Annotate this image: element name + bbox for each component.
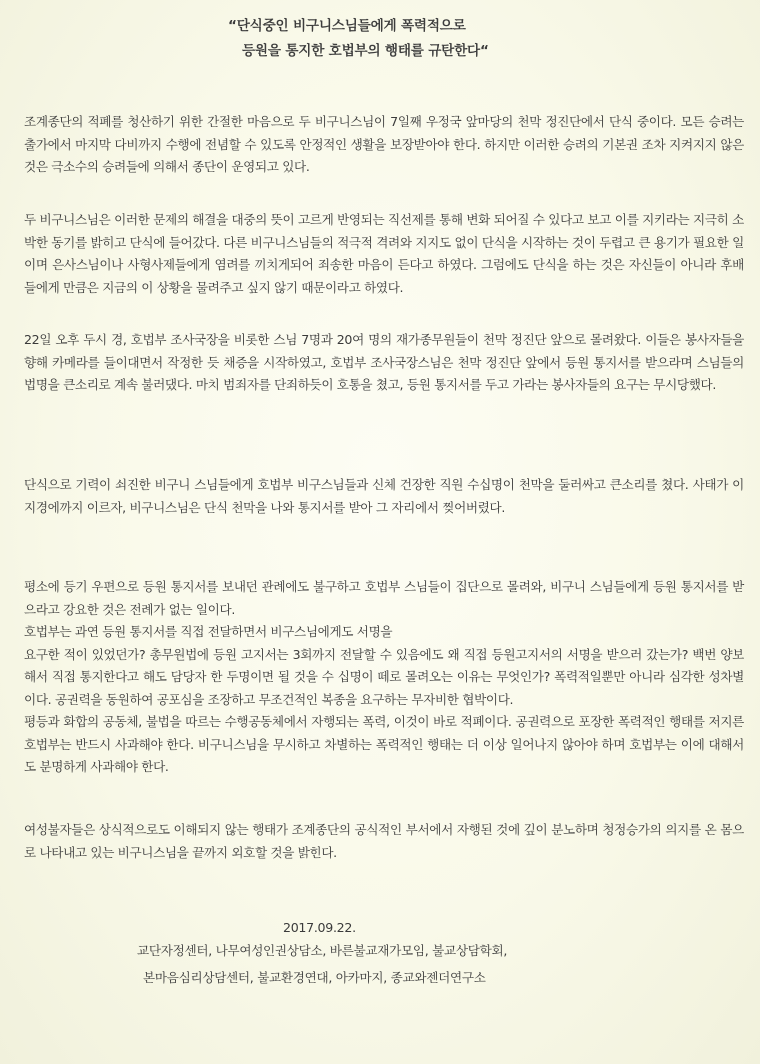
statement-date: 2017.09.22. <box>283 920 356 935</box>
paragraph-text: 두 비구니스님은 이러한 문제의 해결을 대중의 뜻이 고르게 반영되는 직선제를 통해 변화 되어질 수 있다고 보고 이를 지키라는 지극히 소박한 동기를 밝히고 단식에 들어갔다. 다른 비구니스님들의 적극적 격려와 지지도 없이 단식을 시작하는 것이 두렵고 큰 용기가 필요한 일이며 은사스님이나 사형사제들에게 염려를 끼치게되어 죄송한 마음이 든다고 하였다. 그럼에도 단식을 하는 것은 자신들이 아니라 후배들에게 만큼은 지금의 이 상황을 물려주고 싶지 않기 때문이라고 하였다. <box>24 212 744 295</box>
paragraph-1 <box>24 111 744 179</box>
statement-title <box>228 14 528 64</box>
paragraph-text: 평소에 등기 우편으로 등원 통지서를 보내던 관례에도 불구하고 호법부 스님들이 집단으로 몰려와, 비구니 스님들에게 등원 통지서를 받으라고 강요한 것은 전례가 없는 일이다. <box>24 579 744 617</box>
paragraph-text: 단식으로 기력이 쇠진한 비구니 스님들에게 호법부 비구스님들과 신체 건장한 직원 수십명이 천막을 둘러싸고 큰소리를 쳤다. 사태가 이 지경에까지 이르자, 비구니스님은 단식 천막을 나와 통지서를 받아 그 자리에서 찢어버렸다. <box>24 477 744 515</box>
paragraph-5 <box>24 576 744 779</box>
paragraph-text: 요구한 적이 있었던가? 총무원법에 등원 고지서는 3회까지 전달할 수 있음에도 왜 직접 등원고지서의 서명을 받으러 갔는가? 백번 양보해서 직접 통지한다고 해도 담당자 한 두명이면 될 것을 수 십명이 떼로 몰려오는 이유는 무엇인가? 폭력적일뿐만 아니라 심각한 성차별이다. 공권력을 동원하여 공포심을 조장하고 무조건적인 복종을 요구하는 무자비한 협박이다. <box>24 646 744 707</box>
paragraph-4 <box>24 474 744 519</box>
paragraph-text: 평등과 화합의 공동체, 불법을 따르는 수행공동체에서 자행되는 폭력, 이것이 바로 적폐이다. 공권력으로 포장한 폭력적인 행태를 저지른 호법부는 반드시 사과해야 한다. 비구니스님을 무시하고 차별하는 폭력적인 행태는 더 이상 일어나지 않아야 하며 호법부는 이에 대해서도 분명하게 사과해야 한다. <box>24 714 744 774</box>
paragraph-3 <box>24 329 744 397</box>
paragraph-text: 22일 오후 두시 경, 호법부 조사국장을 비롯한 스님 7명과 20여 명의 재가종무원들이 천막 정진단 앞으로 몰려왔다. 이들은 봉사자들을 향해 카메라를 들이대면서 작정한 듯 채증을 시작하였고, 호법부 조사국장스님은 천막 정진단 앞에서 등원 통지서를 받으라며 스님들의 법명을 큰소리로 계속 불러댔다. 마치 범죄자를 단죄하듯이 호통을 쳤고, 등원 통지서를 두고 가라는 봉사자들의 요구는 무시당했다. <box>24 332 744 392</box>
title-line-2: 등원을 통지한 호법부의 행태를 규탄한다“ <box>242 43 489 59</box>
paragraph-text: 조계종단의 적폐를 청산하기 위한 간절한 마음으로 두 비구니스님이 7일째 우정국 앞마당의 천막 정진단에서 단식 중이다. 모든 승려는 출가에서 마지막 다비까지 수행에 전념할 수 있도록 안정적인 생활을 보장받아야 한다. 하지만 이러한 승려의 기본권 조차 지켜지지 않은 것은 극소수의 승려들에 의해서 종단이 운영되고 있다. <box>24 114 744 174</box>
paragraph-text: 여성불자들은 상식적으로도 이해되지 않는 행태가 조계종단의 공식적인 부서에서 자행된 것에 깊이 분노하며 청정승가의 의지를 온 몸으로 나타내고 있는 비구니스님을 끝까지 외호할 것을 밝힌다. <box>24 822 744 860</box>
title-line-1: “단식중인 비구니스님들에게 폭력적으로 <box>228 18 466 34</box>
paragraph-2 <box>24 209 744 299</box>
paragraph-text: 호법부는 과연 등원 통지서를 직접 전달하면서 비구스님에게도 서명을 <box>24 624 393 639</box>
paragraph-6 <box>24 819 744 864</box>
signatory-orgs-line-1: 교단자정센터, 나무여성인권상담소, 바른불교재가모임, 불교상담학회, <box>137 943 508 958</box>
signatory-orgs-line-2: 본마음심리상담센터, 불교환경연대, 아카마지, 종교와젠더연구소 <box>143 970 486 985</box>
